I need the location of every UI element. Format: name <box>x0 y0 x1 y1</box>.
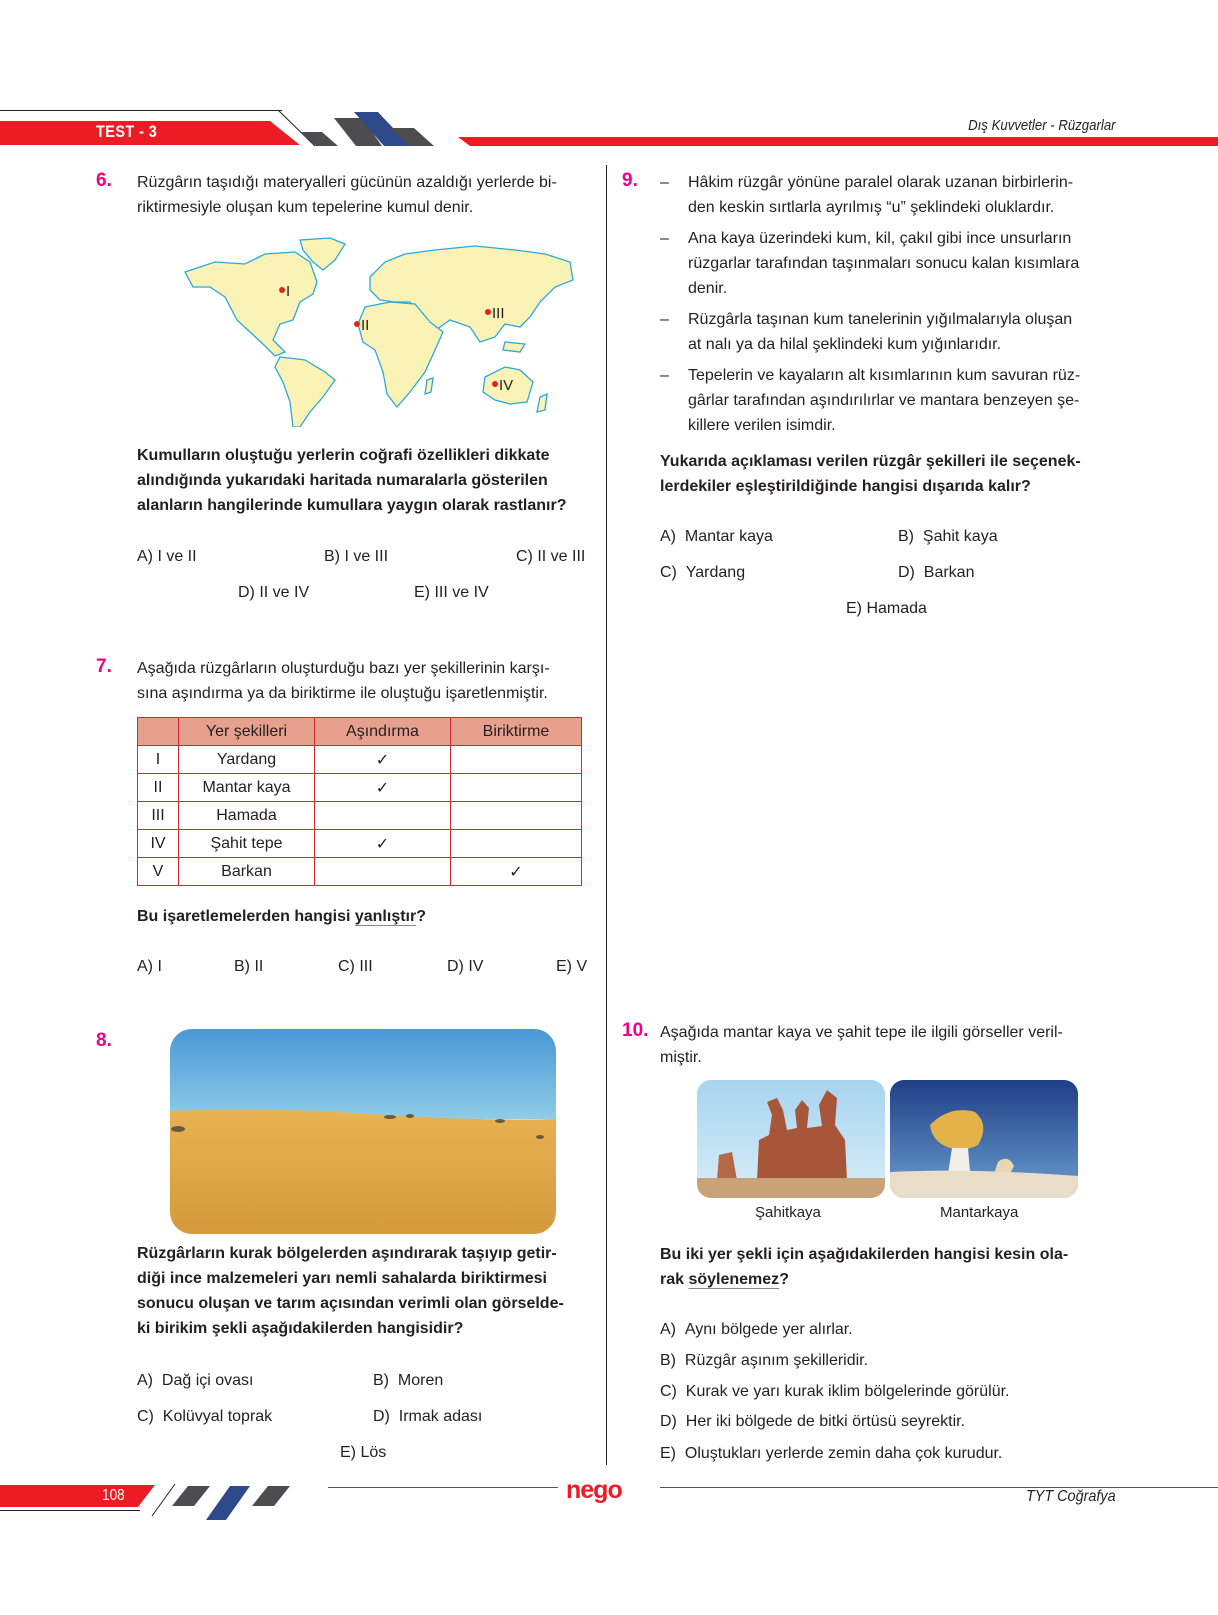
landform-table <box>137 717 582 886</box>
q6-question <box>137 443 566 518</box>
q10-question <box>660 1242 1068 1292</box>
row-id: III <box>138 802 179 830</box>
text-line: diği ince malzemeleri yarı nemli sahalarda biriktirmesi <box>137 1270 547 1287</box>
option-letter: B) <box>373 1372 389 1389</box>
q10-option-b[interactable] <box>660 1352 868 1370</box>
table-row <box>138 858 582 886</box>
question-number: 9. <box>622 170 638 191</box>
option-text: Her iki bölgede de bitki örtüsü seyrektir. <box>685 1413 966 1430</box>
text-line: at nalı ya da hilal şeklindeki kum yığınlarıdır. <box>688 336 1002 353</box>
q9-option-e[interactable] <box>846 600 927 618</box>
text-line: miştir. <box>660 1049 702 1066</box>
row-landform: Mantar kaya <box>179 774 315 802</box>
text-line: Rüzgârla taşınan kum tanelerinin yığılmalarıyla oluşan <box>688 311 1073 328</box>
dash-icon: – <box>660 311 669 328</box>
option-letter: E) <box>660 1445 676 1462</box>
text-line: rüzgarlar tarafından taşınmaları sonucu kalan kısımlara <box>688 255 1080 272</box>
publisher-logo: nego <box>566 1476 622 1504</box>
island-madagascar <box>425 378 433 394</box>
header-thin-diagonal <box>278 110 315 146</box>
q7-intro <box>137 656 550 706</box>
marker-dot-ii <box>354 321 360 327</box>
text-line: Rüzgârların kurak bölgelerden aşındırarak taşıyıp getir- <box>137 1245 557 1262</box>
option-text: Şahit kaya <box>922 528 998 545</box>
text-line: Hâkim rüzgâr yönüne paralel olarak uzanan birbirlerin- <box>688 174 1074 191</box>
q7-option-d[interactable]: D) IV <box>447 958 484 975</box>
option-letter: D) <box>373 1408 390 1425</box>
q6-option-a[interactable]: A) I ve II <box>137 548 197 565</box>
q10-option-e[interactable] <box>660 1445 1002 1463</box>
text-line: Tepelerin ve kayaların alt kısımlarının kum savuran rüz- <box>688 367 1081 384</box>
marker-dot-iii <box>485 309 491 315</box>
header-stripe-gray-1 <box>300 132 338 146</box>
q6-intro <box>137 170 557 220</box>
underlined-word: yanlıştır <box>354 908 417 925</box>
option-text: Yardang <box>685 564 746 581</box>
text-line: Ana kaya üzerindeki kum, kil, çakıl gibi ince unsurların <box>688 230 1072 247</box>
footer-line-right <box>660 1487 1218 1488</box>
row-erosion <box>315 802 451 830</box>
option-letter: B) <box>898 528 914 545</box>
check-icon: ✓ <box>315 746 451 774</box>
footer-stripes <box>150 1482 320 1522</box>
marker-dot-iv <box>492 381 498 387</box>
q8-option-b[interactable] <box>373 1372 443 1390</box>
underlined-word: söylenemez <box>688 1271 780 1288</box>
header-rule <box>0 110 282 111</box>
dash-icon: – <box>660 367 669 384</box>
question-number: 10. <box>622 1020 649 1041</box>
option-text: Hamada <box>866 600 927 617</box>
header-cell-erosion: Aşındırma <box>315 718 451 746</box>
dash-icon: – <box>660 230 669 247</box>
option-text: Aynı bölgede yer alırlar. <box>684 1321 853 1338</box>
text-line: Rüzgârın taşıdığı materyalleri gücünün azaldığı yerlerde bi- <box>137 174 557 191</box>
text-line: ki birikim şekli aşağıdakilerden hangisidir? <box>137 1320 464 1337</box>
text-span: ? <box>779 1271 789 1288</box>
marker-label-ii: II <box>361 317 370 334</box>
q8-option-e[interactable] <box>340 1444 386 1462</box>
row-deposition <box>451 802 582 830</box>
q9-question <box>660 449 1081 499</box>
table-row <box>138 774 582 802</box>
q7-option-a[interactable]: A) I <box>137 958 162 975</box>
q9-option-a[interactable] <box>660 528 773 546</box>
option-letter: A) <box>660 1321 676 1338</box>
row-id: II <box>138 774 179 802</box>
q9-option-d[interactable] <box>898 564 974 582</box>
text-line: lerdekiler eşleştirildiğinde hangisi dışarıda kalır? <box>660 478 1031 495</box>
header-red-line <box>458 137 1218 146</box>
text-line: Yukarıda açıklaması verilen rüzgâr şekilleri ile seçenek- <box>660 453 1081 470</box>
row-landform: Barkan <box>179 858 315 886</box>
caption-mantarkaya: Mantarkaya <box>940 1204 1019 1221</box>
question-number: 7. <box>96 656 112 677</box>
text-line: Aşağıda mantar kaya ve şahit tepe ile ilgili görseller veril- <box>660 1024 1063 1041</box>
option-letter: C) <box>660 1383 677 1400</box>
option-letter: C) <box>660 564 677 581</box>
table-header-row <box>138 718 582 746</box>
q6-option-c[interactable]: C) II ve III <box>516 548 586 565</box>
text-line: killere verilen isimdir. <box>688 417 836 434</box>
q6-option-e[interactable]: E) III ve IV <box>414 584 489 601</box>
continent-south-america <box>275 357 335 427</box>
row-landform: Hamada <box>179 802 315 830</box>
q9-option-c[interactable] <box>660 564 745 582</box>
option-text: Barkan <box>923 564 975 581</box>
sky <box>170 1029 556 1119</box>
footer-thin-diagonal <box>152 1484 175 1516</box>
table-row <box>138 802 582 830</box>
option-text: Kolüvyal toprak <box>162 1408 273 1425</box>
row-id: V <box>138 858 179 886</box>
option-letter: D) <box>898 564 915 581</box>
footer-rule <box>0 1510 140 1511</box>
option-text: Kurak ve yarı kurak iklim bölgelerinde görülür. <box>685 1383 1010 1400</box>
sand-dunes <box>170 1110 556 1234</box>
caption-sahitkaya: Şahitkaya <box>755 1204 821 1221</box>
option-letter: A) <box>137 1372 153 1389</box>
world-map <box>175 232 575 427</box>
text-span: ? <box>416 908 426 925</box>
check-icon: ✓ <box>451 858 582 886</box>
option-letter: A) <box>660 528 676 545</box>
row-landform: Şahit tepe <box>179 830 315 858</box>
text-line: alanların hangilerinde kumullara yaygın olarak rastlanır? <box>137 497 567 514</box>
q10-option-d[interactable] <box>660 1413 965 1431</box>
bullet-item <box>660 363 1120 438</box>
header-stripes <box>270 108 460 148</box>
table-row <box>138 746 582 774</box>
q8-option-c[interactable] <box>137 1408 272 1426</box>
row-id: IV <box>138 830 179 858</box>
q10-option-c[interactable] <box>660 1383 1009 1401</box>
option-letter: B) <box>660 1352 676 1369</box>
footer-stripe-gray-1 <box>172 1486 210 1506</box>
row-deposition <box>451 774 582 802</box>
marker-dot-i <box>279 287 285 293</box>
section-title: Dış Kuvvetler - Rüzgarlar <box>968 117 1116 134</box>
text-line: riktirmesiyle oluşan kum tepelerine kumul denir. <box>137 199 474 216</box>
q7-option-c[interactable]: C) III <box>338 958 373 975</box>
option-text: Lös <box>360 1444 387 1461</box>
q8-question <box>137 1241 564 1341</box>
header-cell-landform: Yer şekilleri <box>179 718 315 746</box>
text-line: Bu iki yer şekli için aşağıdakilerden hangisi kesin ola- <box>660 1246 1069 1263</box>
table-row <box>138 830 582 858</box>
header-cell-deposition: Biriktirme <box>451 718 582 746</box>
marker-label-i: I <box>286 283 291 300</box>
option-letter: E) <box>846 600 862 617</box>
question-number: 6. <box>96 170 112 191</box>
q10-intro <box>660 1020 1063 1070</box>
sahit-kaya-photo <box>697 1080 885 1198</box>
option-text: Oluştukları yerlerde zemin daha çok kurudur. <box>684 1445 1003 1462</box>
option-letter: C) <box>137 1408 154 1425</box>
option-text: Dağ içi ovası <box>161 1372 254 1389</box>
text-line: Kumulların oluştuğu yerlerin coğrafi özellikleri dikkate <box>137 447 550 464</box>
footer-stripe-blue <box>206 1486 250 1520</box>
q8-option-a[interactable] <box>137 1372 253 1390</box>
text-line: Aşağıda rüzgârların oluşturduğu bazı yer şekillerinin karşı- <box>137 660 550 677</box>
footer-red-band <box>0 1485 155 1507</box>
book-title: TYT Coğrafya <box>1026 1488 1116 1505</box>
q9-bullets <box>660 170 1120 438</box>
text-span: rak <box>660 1271 689 1288</box>
text-line: gârlar tarafından aşındırılırlar ve mantara benzeyen şe- <box>688 392 1080 409</box>
row-deposition <box>451 830 582 858</box>
mantar-kaya-photo <box>890 1080 1078 1198</box>
row-landform: Yardang <box>179 746 315 774</box>
q8-option-d[interactable] <box>373 1408 482 1426</box>
desert-photo <box>170 1029 556 1234</box>
continent-north-america <box>185 252 317 356</box>
option-letter: D) <box>660 1413 677 1430</box>
option-text: Irmak adası <box>398 1408 483 1425</box>
question-number: 8. <box>96 1030 112 1051</box>
marker-label-iii: III <box>492 305 505 322</box>
row-deposition <box>451 746 582 774</box>
bullet-item <box>660 226 1120 301</box>
text-line <box>660 1267 1068 1292</box>
q6-option-b[interactable]: B) I ve III <box>324 548 389 565</box>
text-line: den keskin sırtlarla ayrılmış “u” şeklindeki oluklardır. <box>688 199 1055 216</box>
column-divider <box>606 165 607 1465</box>
rock-formation <box>757 1090 847 1180</box>
test-label: TEST - 3 <box>96 122 158 141</box>
text-line: denir. <box>688 280 728 297</box>
option-text: Moren <box>397 1372 444 1389</box>
q6-option-d[interactable]: D) II ve IV <box>238 584 310 601</box>
option-letter: E) <box>340 1444 356 1461</box>
q7-option-e[interactable]: E) V <box>556 958 588 975</box>
row-id: I <box>138 746 179 774</box>
q7-question <box>137 904 426 929</box>
bullet-item <box>660 170 1120 220</box>
row-erosion <box>315 858 451 886</box>
marker-label-iv: IV <box>499 377 514 394</box>
island-new-zealand <box>537 394 547 412</box>
q10-option-a[interactable] <box>660 1321 853 1339</box>
dash-icon: – <box>660 174 669 191</box>
text-line: sına aşındırma ya da biriktirme ile oluştuğu işaretlenmiştir. <box>137 685 548 702</box>
header-cell-id <box>138 718 179 746</box>
check-icon: ✓ <box>315 774 451 802</box>
text-line: sonucu oluşan ve tarım açısından verimli olan görselde- <box>137 1295 564 1312</box>
footer-stripe-gray-2 <box>252 1486 290 1506</box>
q9-option-b[interactable] <box>898 528 998 546</box>
text-span: Bu işaretlemelerden hangisi <box>137 908 355 925</box>
footer-line-left <box>328 1487 558 1488</box>
option-text: Mantar kaya <box>684 528 773 545</box>
check-icon: ✓ <box>315 830 451 858</box>
option-text: Rüzgâr aşınım şekilleridir. <box>684 1352 869 1369</box>
page-number: 108 <box>102 1487 125 1504</box>
bullet-item <box>660 307 1120 357</box>
island-indonesia <box>503 342 525 352</box>
q7-option-b[interactable]: B) II <box>234 958 264 975</box>
text-line: alındığında yukarıdaki haritada numaralarla gösterilen <box>137 472 548 489</box>
